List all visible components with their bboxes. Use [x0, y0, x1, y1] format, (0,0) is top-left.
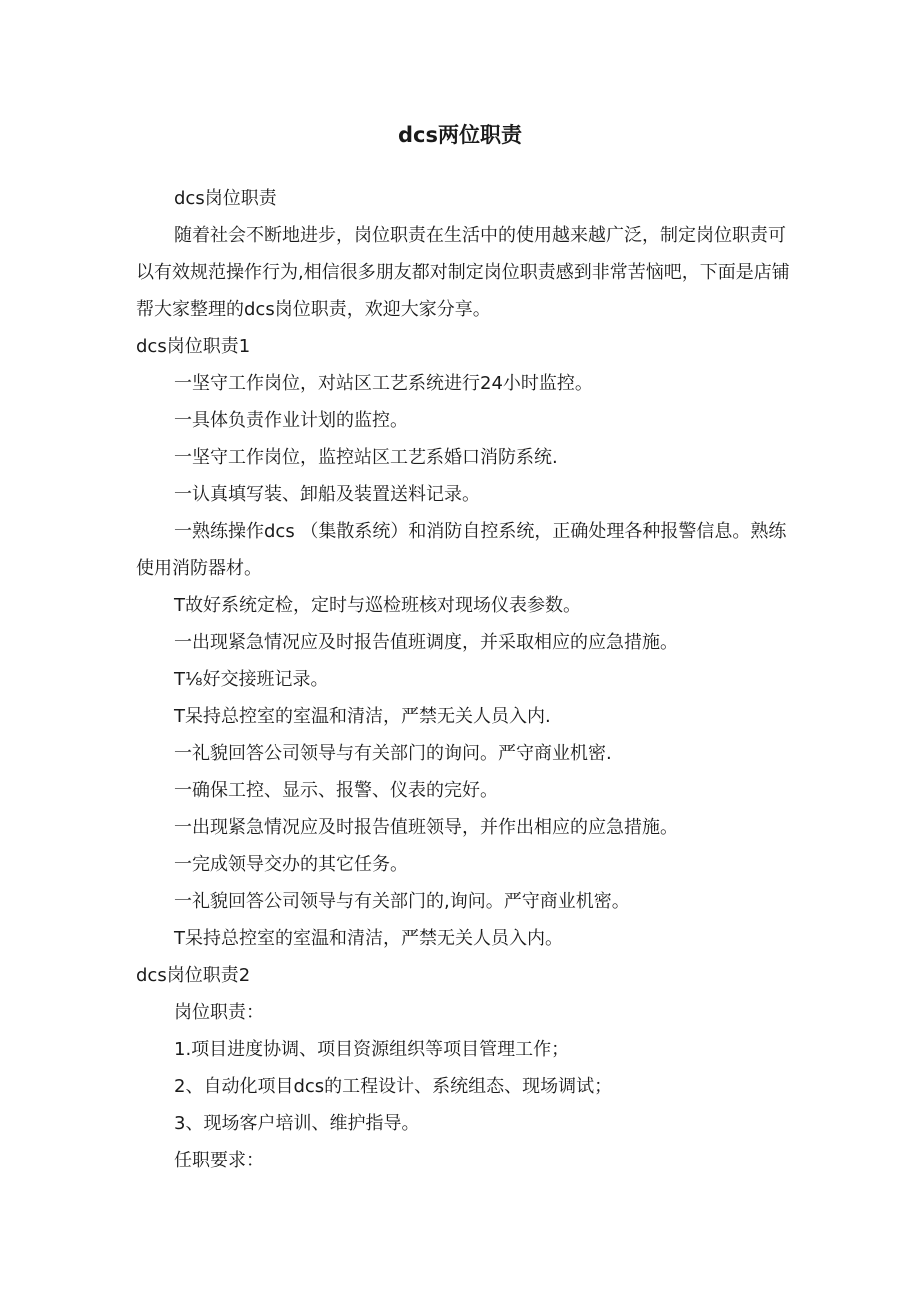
section1-item: 一礼貌回答公司领导与有关部门的询问。严守商业机密. — [174, 743, 612, 764]
duties-label: 岗位职责： — [174, 1002, 264, 1023]
requirements-label: 任职要求： — [174, 1150, 264, 1171]
duty-item: 2、自动化项目dcs的工程设计、系统组态、现场调试； — [174, 1076, 613, 1097]
section2-heading: dcs岗位职责2 — [136, 965, 251, 986]
section1-item: 一坚守工作岗位，对站区工艺系统进行24小时监控。 — [174, 373, 593, 394]
section1-item: 一熟练操作dcs （集散系统）和消防自控系统，正确处理各种报警信息。熟练使用消防器材。 — [136, 521, 787, 579]
duty-item: 3、现场客户培训、维护指导。 — [174, 1113, 420, 1134]
document-title: dcs两位职责 — [398, 123, 522, 147]
section1-item: T呆持总控室的室温和清洁，严禁无关人员入内. — [174, 706, 551, 727]
intro-paragraph: 随着社会不断地进步，岗位职责在生活中的使用越来越广泛，制定岗位职责可以有效规范操作行为,相信很多朋友都对制定岗位职责感到非常苦恼吧，下面是店铺帮大家整理的dcs岗位职责，欢迎大家分享。 — [136, 225, 790, 320]
section1-item: 一出现紧急情况应及时报告值班调度，并采取相应的应急措施。 — [174, 632, 678, 653]
section1-item: 一出现紧急情况应及时报告值班领导，并作出相应的应急措施。 — [174, 817, 678, 838]
section1-item: 一认真填写装、卸船及装置送料记录。 — [174, 484, 480, 505]
section1-item: 一确保工控、显示、报警、仪表的完好。 — [174, 780, 498, 801]
section1-item: 一礼貌回答公司领导与有关部门的,询问。严守商业机密。 — [174, 891, 630, 912]
section1-item: T故好系统定检，定时与巡检班核对现场仪表参数。 — [174, 595, 581, 616]
section1-item: 一完成领导交办的其它任务。 — [174, 854, 408, 875]
section1-item: T呆持总控室的室温和清洁，严禁无关人员入内。 — [174, 928, 563, 949]
intro-heading: dcs岗位职责 — [174, 188, 277, 209]
section1-item: 一具体负责作业计划的监控。 — [174, 410, 408, 431]
section1-item: 一坚守工作岗位，监控站区工艺系婚口消防系统. — [174, 447, 558, 468]
document-body — [136, 180, 802, 1179]
section1-item: T⅛好交接班记录。 — [174, 669, 329, 690]
duty-item: 1.项目进度协调、项目资源组织等项目管理工作； — [174, 1039, 570, 1060]
section1-heading: dcs岗位职责1 — [136, 336, 251, 357]
